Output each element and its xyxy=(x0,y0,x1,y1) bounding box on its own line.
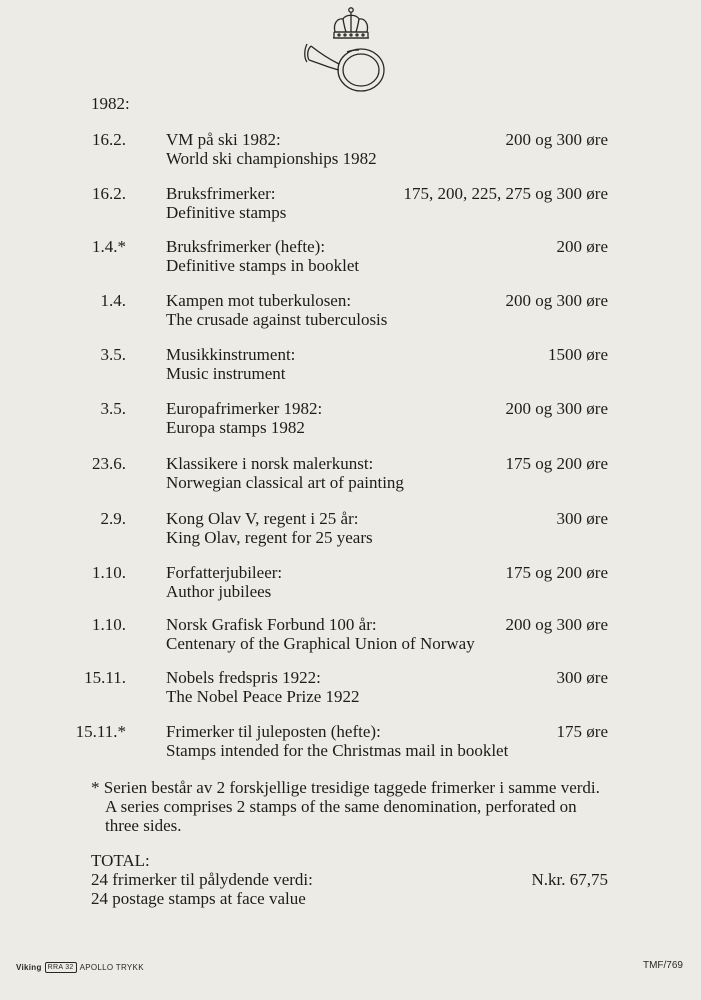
issue-title-no: Bruksfrimerker (hefte): xyxy=(166,237,326,256)
issue-row xyxy=(0,184,701,228)
issue-price: 175 øre xyxy=(556,722,608,741)
issue-row xyxy=(0,345,701,389)
issue-row xyxy=(0,454,701,498)
issue-row xyxy=(0,563,701,607)
issue-description xyxy=(166,509,506,547)
issue-row xyxy=(0,668,701,712)
total-label-no: 24 frimerker til pålydende verdi: xyxy=(91,870,313,889)
total-heading: TOTAL: xyxy=(91,851,150,870)
issue-date: 1.4. xyxy=(100,291,126,310)
issue-title-en: Definitive stamps xyxy=(166,203,287,222)
issue-row xyxy=(0,615,701,659)
issue-title-no: Norsk Grafisk Forbund 100 år: xyxy=(166,615,377,634)
issue-date: 16.2. xyxy=(92,130,126,149)
issue-title-en: Definitive stamps in booklet xyxy=(166,256,360,275)
issue-price: 200 og 300 øre xyxy=(505,130,608,149)
footnote-line: A series comprises 2 stamps of the same denomination, perforated on xyxy=(105,797,577,816)
issue-price: 200 og 300 øre xyxy=(505,615,608,634)
printer-box: RRA 32 xyxy=(45,962,77,973)
issue-description xyxy=(166,668,506,706)
issue-title-no: Frimerker til juleposten (hefte): xyxy=(166,722,381,741)
issue-title-en: Norwegian classical art of painting xyxy=(166,473,404,492)
issue-description xyxy=(166,722,509,760)
printer-imprint xyxy=(16,962,144,973)
issue-title-en: Europa stamps 1982 xyxy=(166,418,305,437)
issue-date: 1.4.* xyxy=(92,237,126,256)
footnote-line: * Serien består av 2 forskjellige tresidige taggede frimerker i samme verdi. xyxy=(91,778,600,797)
issue-date: 3.5. xyxy=(100,399,126,418)
issue-description xyxy=(166,291,506,329)
issue-description xyxy=(166,399,506,437)
footnote xyxy=(91,778,631,835)
issue-title-no: Musikkinstrument: xyxy=(166,345,296,364)
issue-title-en: The Nobel Peace Prize 1922 xyxy=(166,687,360,706)
issue-title-no: Klassikere i norsk malerkunst: xyxy=(166,454,374,473)
issue-title-en: World ski championships 1982 xyxy=(166,149,377,168)
document-code: TMF/769 xyxy=(642,960,683,971)
total-amount: N.kr. 67,75 xyxy=(531,870,608,889)
issue-title-no: VM på ski 1982: xyxy=(166,130,281,149)
printer-brand: Viking xyxy=(16,963,42,972)
issue-price: 300 øre xyxy=(556,668,608,687)
issue-description xyxy=(166,615,506,653)
issue-price: 175 og 200 øre xyxy=(505,454,608,473)
issue-description xyxy=(166,130,506,168)
issue-title-en: Author jubilees xyxy=(166,582,272,601)
issue-title-no: Kampen mot tuberkulosen: xyxy=(166,291,352,310)
issue-price: 300 øre xyxy=(556,509,608,528)
issue-row xyxy=(0,237,701,281)
issue-title-no: Europafrimerker 1982: xyxy=(166,399,323,418)
issue-price: 200 og 300 øre xyxy=(505,291,608,310)
issue-description xyxy=(166,345,506,383)
issue-date: 15.11. xyxy=(84,668,126,687)
issue-row xyxy=(0,130,701,174)
issue-title-no: Bruksfrimerker: xyxy=(166,184,276,203)
issue-price: 175 og 200 øre xyxy=(505,563,608,582)
total-label-en: 24 postage stamps at face value xyxy=(91,889,306,908)
year-heading: 1982: xyxy=(91,94,130,113)
issue-row xyxy=(0,509,701,553)
issue-date: 1.10. xyxy=(92,563,126,582)
issue-title-en: Music instrument xyxy=(166,364,286,383)
footnote-line: three sides. xyxy=(105,816,182,835)
issue-description xyxy=(166,237,506,275)
issue-title-en: Stamps intended for the Christmas mail in booklet xyxy=(166,741,509,760)
issue-price: 200 øre xyxy=(556,237,608,256)
issue-title-en: King Olav, regent for 25 years xyxy=(166,528,373,547)
issue-date: 3.5. xyxy=(100,345,126,364)
issue-title-no: Kong Olav V, regent i 25 år: xyxy=(166,509,359,528)
issue-date: 23.6. xyxy=(92,454,126,473)
issue-date: 15.11.* xyxy=(75,722,126,741)
issue-title-en: Centenary of the Graphical Union of Norway xyxy=(166,634,475,653)
issue-title-no: Forfatterjubileer: xyxy=(166,563,283,582)
issue-row xyxy=(0,291,701,335)
issue-date: 16.2. xyxy=(92,184,126,203)
issue-price: 175, 200, 225, 275 og 300 øre xyxy=(403,184,608,203)
issue-date: 2.9. xyxy=(100,509,126,528)
issue-description xyxy=(166,454,506,492)
issue-row xyxy=(0,399,701,443)
issue-description xyxy=(166,563,506,601)
issue-title-no: Nobels fredspris 1922: xyxy=(166,668,321,687)
issue-date: 1.10. xyxy=(92,615,126,634)
printer-name: APOLLO TRYKK xyxy=(79,963,144,972)
issue-title-en: The crusade against tuberculosis xyxy=(166,310,388,329)
issue-price: 200 og 300 øre xyxy=(505,399,608,418)
issue-row xyxy=(0,722,701,766)
issue-price: 1500 øre xyxy=(548,345,608,364)
crown-posthorn-icon xyxy=(303,4,399,100)
